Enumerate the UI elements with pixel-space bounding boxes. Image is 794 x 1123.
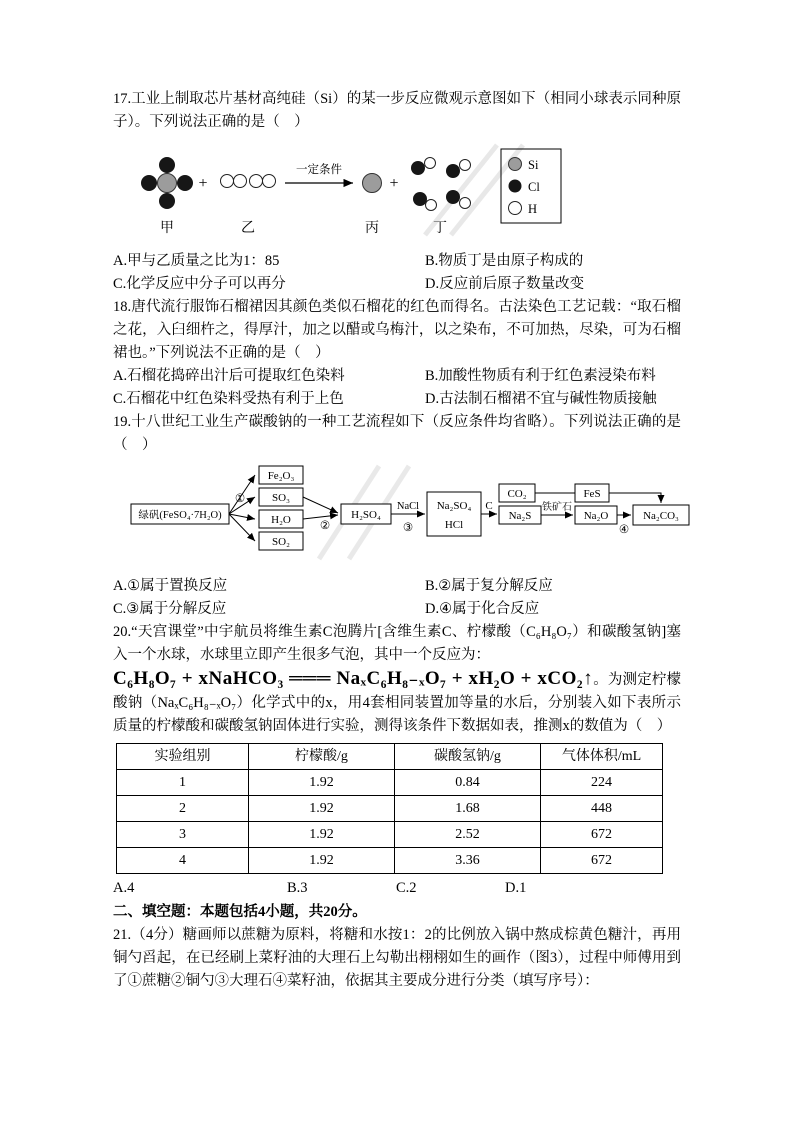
q17-options-row-1 [113,250,681,273]
flow-h2o-label: H₂O [271,514,291,526]
flow-co2-label: CO₂ [507,488,527,500]
q17-options-row-2 [113,273,681,296]
table-header-citric: 柠檬酸/g [249,744,395,770]
q17-option-a: A.甲与乙质量之比为1：85 [113,253,280,269]
flow-step3-label: ③ [402,522,414,534]
table-cell: 1.92 [249,770,395,796]
table-cell: 0.84 [395,770,541,796]
q19-option-d: D.④属于化合反应 [425,601,540,617]
label-ding: 丁 [433,221,447,236]
q19-flowchart [121,464,681,570]
q20-after-equation-text: 。为测定柠檬酸钠（NaₓC₆H₈₋ₓO₇）化学式中的x，用4套相同装置加等量的水后，分别装入如下表所示质量的柠檬酸和碳酸氢钠固体进行实验，测得该条件下数据如表，推测x的数值为（ ） [113,672,682,734]
q20-option-b: B.3 [287,880,308,896]
flow-carbon-label: C [485,500,493,512]
q18-options-row-2 [113,388,681,411]
q17-stem: 17.工业上制取芯片基材高纯硅（Si）的某一步反应微观示意图如下（相同小球表示同种原子）。下列说法正确的是（ ） [113,91,681,130]
label-yi: 乙 [241,221,255,236]
flow-step1-label: ① [234,493,246,505]
legend-h-label: H [528,202,538,216]
label-bing: 丙 [365,221,379,236]
flow-nacl-label: NaCl [396,501,420,512]
table-cell: 3 [117,822,249,848]
molecule-yi [221,175,276,188]
flow-fe2o3-label: Fe₂O₃ [267,470,295,482]
table-cell: 448 [541,796,663,822]
flow-hcl-label: HCl [444,519,464,531]
q17-molecular-diagram-svg [129,141,581,239]
flow-fes-label: FeS [583,488,601,500]
q18-option-b: B.加酸性物质有利于红色素浸染布料 [425,368,656,384]
q18-option-c: C.石榴花中红色染料受热有利于上色 [113,391,344,407]
table-row [117,770,663,796]
table-cell: 1 [117,770,249,796]
exam-content [113,88,681,993]
q20-option-d: D.1 [505,880,527,896]
q20-stem: 20.“天宫课堂”中宇航员将维生素C泡腾片[含维生素C、柠檬酸（C₆H₈O₇）和碳酸氢钠]塞入一个水球，水球里立即产生很多气泡，其中一个反应为： [113,624,681,663]
table-header-volume: 气体体积/mL [541,744,663,770]
q19-option-c: C.③属于分解反应 [113,601,227,617]
molecule-ding [411,158,471,211]
q17-diagram [129,141,681,247]
q20-chemical-equation: C₆H₈O₇ + xNaHCO₃ ═══ NaₓC₆H₈₋ₓO₇ + xH₂O + xCO₂↑ [113,668,594,689]
h-atom-icon [509,202,522,215]
table-header-row [117,744,663,770]
si-atom-icon [509,158,522,171]
q19-stem: 19.十八世纪工业生产碳酸钠的一种工艺流程如下（反应条件均省略）。下列说法正确的是（ ） [113,414,681,453]
table-cell: 2 [117,796,249,822]
flow-na2co3-label: Na₂CO₃ [643,510,679,522]
table-cell: 3.36 [395,848,541,874]
q18-stem: 18.唐代流行服饰石榴裙因其颜色类似石榴花的红色而得名。古法染色工艺记载：“取石榴之花，入臼细杵之，得厚汁，加之以醋或乌梅汁，以之染布，不可加热，尽染，可为石榴裙也。”下列说法不正确的是（ ） [113,299,681,361]
q19-flowchart-svg [121,464,693,562]
table-cell: 1.92 [249,796,395,822]
molecule-jia [141,157,193,209]
label-jia: 甲 [160,221,174,236]
flow-iron-ore-label: 铁矿石 [542,502,572,513]
q20-option-a: A.4 [113,880,135,896]
q17-option-c: C.化学反应中分子可以再分 [113,276,286,292]
table-cell: 224 [541,770,663,796]
q19-options-row-2 [113,598,681,621]
q18-option-a: A.石榴花捣碎出汁后可提取红色染料 [113,368,345,384]
table-cell: 4 [117,848,249,874]
q19-option-b: B.②属于复分解反应 [425,578,553,594]
table-cell: 672 [541,822,663,848]
q20-equation-paragraph [113,667,681,738]
q20-data-table [116,743,663,874]
flow-na2so4-label: Na₂SO₄ [436,500,472,512]
table-cell: 1.92 [249,822,395,848]
atom-legend-box [501,149,561,223]
table-header-group: 实验组别 [117,744,249,770]
condition-label: 一定条件 [296,164,342,176]
q18-options-row-1 [113,365,681,388]
legend-cl-label: Cl [528,180,540,194]
section-2-heading: 二、填空题：本题包括4小题，共20分。 [113,904,367,920]
table-cell: 672 [541,848,663,874]
legend-si-label: Si [528,158,539,172]
table-row [117,822,663,848]
table-cell: 1.68 [395,796,541,822]
flow-step4-label: ④ [618,524,630,536]
flow-na2s-label: Na₂S [508,510,532,522]
q19-option-a: A.①属于置换反应 [113,578,228,594]
flow-so2-label: SO₂ [272,536,290,548]
plus-icon: + [198,175,208,192]
q21-stem: 21.（4分）糖画师以蔗糖为原料，将糖和水按1：2的比例放入锅中熬成棕黄色糖汁，再用铜勺舀起，在已经刷上菜籽油的大理石上勾勒出栩栩如生的画作（图3），过程中师傅用到了①蔗糖②铜勺③大理石④菜籽油，依据其主要成分进行分类（填写序号）： [113,927,681,989]
table-row [117,796,663,822]
table-header-nahco3: 碳酸氢钠/g [395,744,541,770]
plus-icon: + [389,175,399,192]
flow-so3-label: SO₃ [272,492,290,504]
flow-step2-label: ② [319,520,331,532]
table-row [117,848,663,874]
flow-h2so4-label: H₂SO₄ [351,509,381,521]
q18-option-d: D.古法制石榴裙不宜与碱性物质接触 [425,391,657,407]
q20-options-row [113,877,681,900]
q19-options-row-1 [113,575,681,598]
flow-na2o-label: Na₂O [583,510,609,522]
q20-option-c: C.2 [396,880,417,896]
molecule-bing [363,174,382,193]
q17-option-d: D.反应前后原子数量改变 [425,276,585,292]
flow-lufan-label: 绿矾(FeSO₄·7H₂O) [138,510,222,521]
table-cell: 2.52 [395,822,541,848]
q17-option-b: B.物质丁是由原子构成的 [425,253,584,269]
cl-atom-icon [509,180,522,193]
table-cell: 1.92 [249,848,395,874]
